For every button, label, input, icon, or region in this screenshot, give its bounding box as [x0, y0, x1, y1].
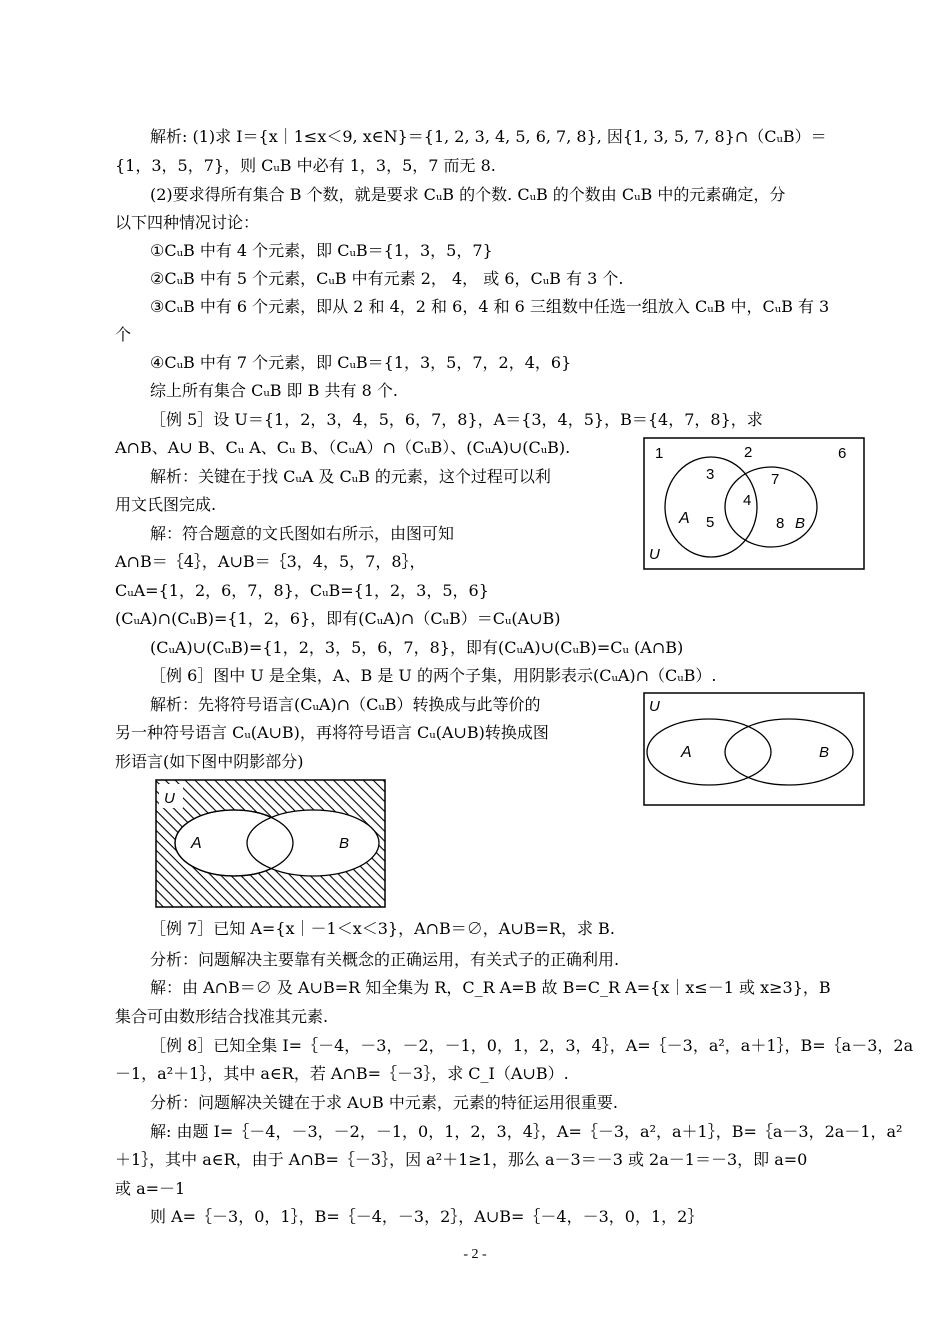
- text-line: 个: [115, 325, 132, 344]
- text-line: 解：符合题意的文氏图如右所示，由图可知: [150, 524, 455, 543]
- text-line: (CᵤA)∩(CᵤB)={1，2，6}，即有(CᵤA)∩（CᵤB）＝Cᵤ(A∪B): [115, 609, 561, 628]
- text-line: ＋1｝，其中 a∈R，由于 A∩B=｛－3｝，因 a²＋1≥1，那么 a－3＝－3 或 2a－1＝－3，即 a=0: [115, 1150, 808, 1169]
- venn-number: 8: [776, 515, 785, 532]
- text-line: 另一种符号语言 Cᵤ(A∪B)，再将符号语言 Cᵤ(A∪B)转换成图: [115, 723, 549, 742]
- text-line: 解: 由题 I=｛－4，－3，－2，－1，0，1，2，3，4｝，A=｛－3，a²，a＋1｝，B=｛a－3，2a－1，a²: [150, 1122, 903, 1141]
- venn-number: 5: [706, 514, 715, 531]
- text-line: A∩B、A∪ B、Cᵤ A、Cᵤ B、（CᵤA）∩（CᵤB）、(CᵤA)∪(CᵤB).: [115, 438, 571, 457]
- universe-label: U: [164, 790, 175, 807]
- universe-label: U: [649, 546, 660, 563]
- example-heading: ［例 7］已知 A={x｜－1＜x＜3}，A∩B＝∅，A∪B=R，求 B.: [150, 919, 615, 938]
- page-number: - 2 -: [463, 1247, 487, 1262]
- text-line: 解析：关键在于找 CᵤA 及 CᵤB 的元素，这个过程可以利: [150, 467, 551, 486]
- text-line: 解析：先将符号语言(CᵤA)∩（CᵤB）转换成与此等价的: [150, 695, 541, 714]
- text-line: 以下四种情况讨论：: [115, 213, 260, 232]
- set-label-b: B: [339, 835, 350, 852]
- set-label-a: A: [679, 510, 690, 527]
- text-line: 解析: (1)求 I＝{x｜1≤x＜9, x∈N}＝{1, 2, 3, 4, 5, 6, 7, 8}, 因{1, 3, 5, 7, 8}∩（CᵤB）＝: [150, 127, 827, 146]
- text-line: ③CᵤB 中有 6 个元素，即从 2 和 4，2 和 6，4 和 6 三组数中任选一组放入 CᵤB 中，CᵤB 有 3: [150, 297, 830, 316]
- text-line: 则 A=｛－3，0，1｝，B=｛－4，－3，2｝，A∪B=｛－4，－3，0，1，2｝: [150, 1207, 704, 1226]
- venn-number: 2: [744, 444, 753, 461]
- text-line: 综上所有集合 CᵤB 即 B 共有 8 个.: [150, 381, 398, 400]
- set-label-b: B: [819, 744, 830, 761]
- set-label-b: B: [795, 515, 806, 532]
- text-line: (CᵤA)∪(CᵤB)={1，2，3，5，6，7，8}，即有(CᵤA)∪(CᵤB)=Cᵤ (A∩B): [150, 638, 684, 657]
- example-heading: ［例 6］图中 U 是全集，A、B 是 U 的两个子集，用阴影表示(CᵤA)∩（CᵤB）.: [150, 666, 717, 685]
- text-line: 分析：问题解决关键在于求 A∪B 中元素，元素的特征运用很重要.: [150, 1093, 618, 1112]
- venn-diagram-example5: [643, 437, 865, 571]
- set-label-a: A: [681, 744, 692, 761]
- text-line: CᵤA={1，2，6，7，8}，CᵤB={1，2，3，5，6}: [115, 581, 489, 600]
- example-heading: ［例 5］设 U＝{1，2，3，4，5，6，7，8}，A＝{3，4，5}，B＝{4，7，8}，求: [150, 410, 763, 429]
- text-line: 或 a=－1: [115, 1179, 186, 1198]
- venn-number: 4: [743, 492, 752, 509]
- text-line: ②CᵤB 中有 5 个元素，CᵤB 中有元素 2， 4， 或 6，CᵤB 有 3 个.: [150, 269, 624, 288]
- text-line: 分析：问题解决主要靠有关概念的正确运用，有关式子的正确利用.: [150, 950, 620, 969]
- text-line: －1，a²＋1｝，其中 a∈R，若 A∩B=｛－3｝，求 C_I（A∪B）.: [115, 1064, 569, 1083]
- venn-number: 3: [706, 466, 715, 483]
- set-label-a: A: [191, 835, 202, 852]
- text-line: (2)要求得所有集合 B 个数，就是要求 CᵤB 的个数. CᵤB 的个数由 CᵤB 中的元素确定，分: [150, 185, 786, 204]
- venn-diagram-example6: [643, 692, 865, 807]
- venn-diagram-shaded: [155, 779, 387, 909]
- example-heading: ［例 8］已知全集 I=｛－4，－3，－2，－1，0，1，2，3，4｝，A=｛－3，a²，a＋1｝，B=｛a－3，2a: [150, 1036, 914, 1055]
- text-line: ①CᵤB 中有 4 个元素，即 CᵤB＝{1，3，5，7}: [150, 241, 493, 260]
- universe-label: U: [649, 698, 660, 715]
- venn-number: 6: [838, 445, 847, 462]
- text-line: A∩B＝｛4｝，A∪B＝｛3，4，5，7，8｝，: [115, 552, 426, 571]
- text-line: 用文氏图完成.: [115, 495, 217, 514]
- text-line: {1，3，5，7}，则 CᵤB 中必有 1，3，5，7 而无 8.: [115, 156, 496, 175]
- text-line: 集合可由数形结合找准其元素.: [115, 1007, 329, 1026]
- venn-number: 1: [655, 445, 664, 462]
- text-line: 形语言(如下图中阴影部分): [115, 752, 304, 771]
- text-line: 解：由 A∩B＝∅ 及 A∪B=R 知全集为 R，C_R A=B 故 B=C_R A={x｜x≤－1 或 x≥3}，B: [150, 978, 831, 997]
- venn-number: 7: [771, 471, 780, 488]
- text-line: ④CᵤB 中有 7 个元素，即 CᵤB＝{1，3，5，7，2，4，6}: [150, 353, 572, 372]
